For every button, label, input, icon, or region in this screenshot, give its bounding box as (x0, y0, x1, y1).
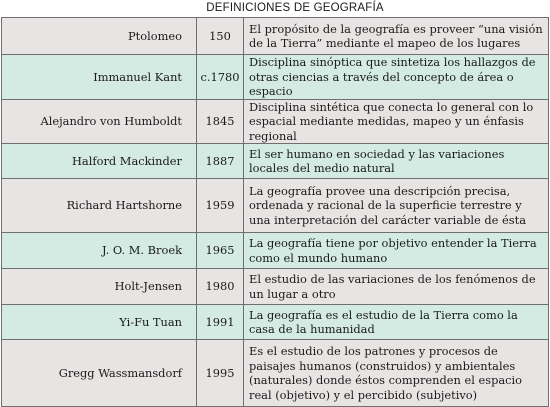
table-row (2, 305, 549, 340)
author-cell: Alejandro von Humboldt (2, 99, 197, 144)
table-row (2, 233, 549, 269)
table-row (2, 55, 549, 100)
definition-cell: La geografía tiene por objetivo entender la Tierra como el mundo humano (244, 233, 549, 269)
author-cell: Halford Mackinder (2, 144, 197, 179)
definitions-table (1, 17, 549, 407)
year-cell: 1959 (197, 179, 244, 233)
year-cell: 1887 (197, 144, 244, 179)
author-cell: Gregg Wassmansdorf (2, 340, 197, 407)
definition-cell: La geografía es el estudio de la Tierra como la casa de la humanidad (244, 305, 549, 340)
table-row (2, 179, 549, 233)
year-cell: 1995 (197, 340, 244, 407)
table-row (2, 99, 549, 144)
author-cell: Immanuel Kant (2, 55, 197, 100)
definition-cell: Disciplina sintética que conecta lo general con lo espacial mediante medidas, mapeo y un énfasis regional (244, 99, 549, 144)
year-cell: 1845 (197, 99, 244, 144)
definition-cell: El propósito de la geografía es proveer “una visión de la Tierra” mediante el mapeo de los lugares (244, 18, 549, 55)
year-cell: 1980 (197, 269, 244, 305)
year-cell: 150 (197, 18, 244, 55)
table-row (2, 18, 549, 55)
table-row (2, 340, 549, 407)
definition-cell: Es el estudio de los patrones y procesos de paisajes humanos (construidos) y ambientales (naturales) donde éstos comprenden el espacio real (objetivo) y el percibido (subjetivo) (244, 340, 549, 407)
year-cell: 1965 (197, 233, 244, 269)
definition-cell: Disciplina sinóptica que sintetiza los hallazgos de otras ciencias a través del concepto de área o espacio (244, 55, 549, 100)
author-cell: Holt-Jensen (2, 269, 197, 305)
author-cell: Ptolomeo (2, 18, 197, 55)
table-row (2, 144, 549, 179)
author-cell: Yi-Fu Tuan (2, 305, 197, 340)
author-cell: Richard Hartshorne (2, 179, 197, 233)
page-title: DEFINICIONES DE GEOGRAFÍA (206, 2, 384, 14)
year-cell: c.1780 (197, 55, 244, 100)
definition-cell: La geografía provee una descripción precisa, ordenada y racional de la superficie terrestre y una interpretación del carácter variable de ésta (244, 179, 549, 233)
definition-cell: El estudio de las variaciones de los fenómenos de un lugar a otro (244, 269, 549, 305)
definition-cell: El ser humano en sociedad y las variaciones locales del medio natural (244, 144, 549, 179)
year-cell: 1991 (197, 305, 244, 340)
table-row (2, 269, 549, 305)
author-cell: J. O. M. Broek (2, 233, 197, 269)
